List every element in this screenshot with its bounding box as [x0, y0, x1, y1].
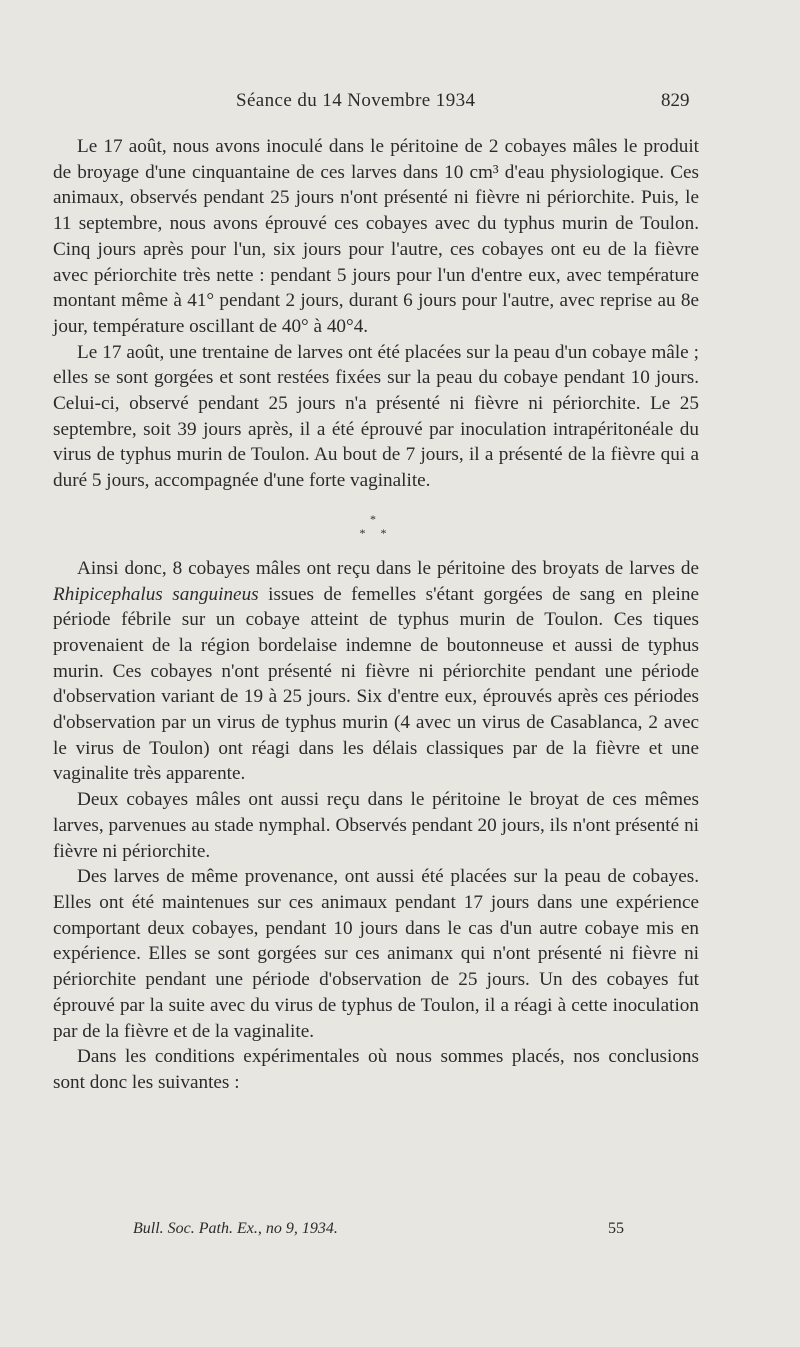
body-text: [53, 134, 699, 1096]
species-name: Rhipicephalus sanguineus: [53, 583, 259, 605]
paragraph-5: Des larves de même provenance, ont aussi été placées sur la peau de cobayes. Elles ont été maintenues sur ces animaux pendant 17 jours dans une expérience comportant deux cobayes, pendant 10 jours dans le cas d'un autre cobaye mis en expérience. Elles se sont gorgées sur ces animanx qui n'ont présenté ni fièvre ni périorchite pendant une période d'observation de 25 jours. Un des cobayes fut éprouvé par la suite avec du virus de typhus de Toulon, il a réagi à cette inoculation par de la fièvre et de la vaginalite.: [53, 866, 699, 1042]
paragraph-2: Le 17 août, une trentaine de larves ont été placées sur la peau d'un cobaye mâle ; elles se sont gorgées et sont restées fixées sur la peau du cobaye pendant 10 jours. Celui-ci, observé pendant 25 jours n'a présenté ni fièvre ni périorchite. Le 25 septembre, soit 39 jours après, il a été éprouvé par inoculation intrapéritonéale du virus de typhus murin de Toulon. Au bout de 7 jours, il a présenté de la fièvre qui a duré 5 jours, accompagnée d'une forte vaginalite.: [53, 341, 699, 492]
paragraph-3: [53, 556, 699, 787]
paragraph-1: Le 17 août, nous avons inoculé dans le péritoine de 2 cobayes mâles le produit de broyage d'une cinquantaine de ces larves dans 10 cm³ d'eau physiologique. Ces animaux, observés pendant 25 jours n'ont présenté ni fièvre ni périorchite. Puis, le 11 septembre, nous avons éprouvé ces cobayes avec du typhus murin de Toulon. Cinq jours après pour l'un, six jours pour l'autre, ces cobayes ont eu de la fièvre avec périorchite très nette : pendant 5 jours pour l'un d'entre eux, avec température montant même à 41° pendant 2 jours, durant 6 jours pour l'autre, avec reprise au 8e jour, température oscillant de 40° à 40°4.: [53, 136, 699, 337]
running-header: [0, 90, 800, 116]
asterism-bottom: * *: [359, 525, 393, 540]
paragraph-3-end: issues de femelles s'étant gorgées de sang en pleine période fébrile sur un cobaye atteint de typhus murin de Toulon. Ces tiques provenaient de la région bordelaise indemne de boutonneuse et aussi de typhus murin. Ces cobayes n'ont présenté ni fièvre ni périorchite pendant une période d'observation variant de 19 à 25 jours. Six d'entre eux, éprouvés après ces périodes d'observation par un virus de typhus murin (4 avec un virus de Casablanca, 2 avec le virus de Toulon) ont réagi dans les délais classiques par de la fièvre et une vaginalite très apparente.: [53, 583, 699, 785]
page-footer: [0, 1220, 800, 1244]
paragraph-4: Deux cobayes mâles ont aussi reçu dans le péritoine le broyat de ces mêmes larves, parvenues au stade nymphal. Observés pendant 20 jours, ils n'ont présenté ni fièvre ni périorchite.: [53, 789, 699, 862]
asterism-top: *: [370, 511, 382, 526]
running-title: Séance du 14 Novembre 1934: [236, 90, 476, 111]
page-number: 829: [661, 90, 690, 111]
journal-reference: Bull. Soc. Path. Ex., no 9, 1934.: [133, 1220, 338, 1237]
paragraph-3-start: Ainsi donc, 8 cobayes mâles ont reçu dans le péritoine des broyats de larves de: [77, 557, 699, 579]
signature-mark: 55: [608, 1220, 624, 1237]
paragraph-6: Dans les conditions expérimentales où nous sommes placés, nos conclusions sont donc les suivantes :: [53, 1046, 699, 1093]
section-separator: [53, 512, 699, 540]
